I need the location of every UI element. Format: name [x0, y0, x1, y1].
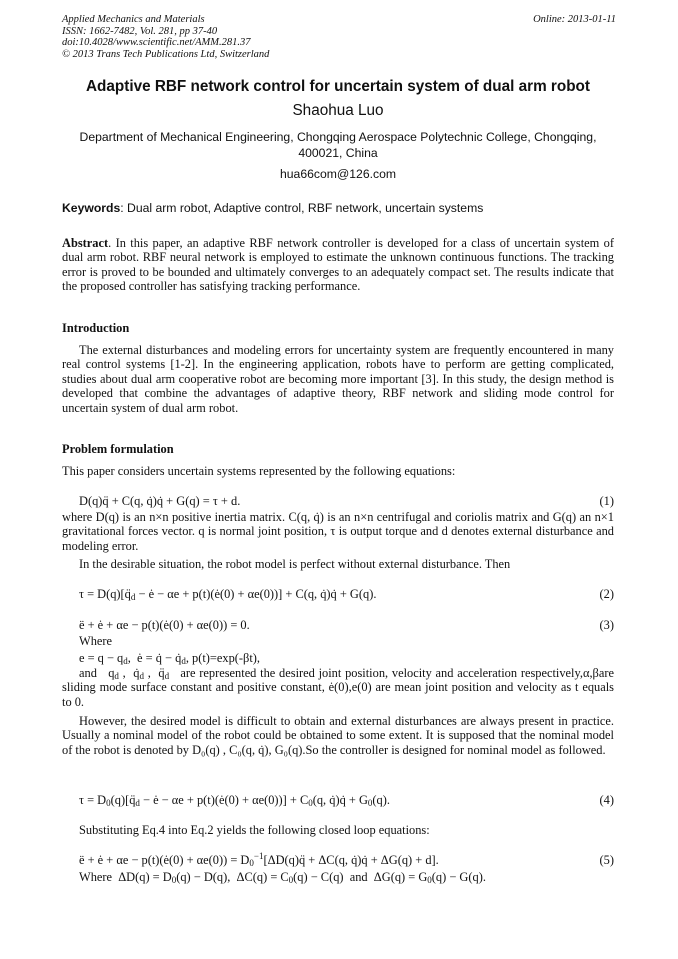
eq1-explanation: where D(q) is an n×n positive inertia matrix. C(q, q̇) is an n×n centrifugal and coriolis matrix and G(q) an n×1 gravitational forces vector. q is normal joint position, τ is output torque and d denotes external disturbance and modeling error.	[62, 510, 614, 553]
abstract-label: Abstract	[62, 236, 109, 250]
author-name: Shaohua Luo	[292, 102, 384, 119]
keywords-label: Keywords	[62, 201, 121, 215]
equation-3-number: (3)	[599, 618, 614, 632]
equation-2-number: (2)	[599, 587, 614, 601]
equation-4	[62, 793, 614, 808]
problem-intro: This paper considers uncertain systems represented by the following equations:	[62, 464, 456, 478]
online-date: Online: 2013-01-11	[533, 14, 616, 25]
represented-text: are represented the desired joint position, velocity and acceleration respectively,α,βare sliding mode surface constant and positive constant, ė(0),e(0) are mean joint position and velocity as t equals to 0.	[62, 666, 614, 709]
however-text: However, the desired model is difficult to obtain and external disturbances are always present in practice. Usually a nominal model of the robot could be obtained to some extent. It is supposed that the nominal model of the robot is denoted by D₀(q) , C₀(q, q̇), G₀(q).So the controller is designed for nominal model as followed.	[62, 714, 614, 757]
paper-title: Adaptive RBF network control for uncertain system of dual arm robot	[85, 78, 590, 95]
equation-2-formula: $\tau = D(q)[q̈_d$ − ė − αe + p(t)(ė(0) + αe(0))] + C(q, q̇)q̇ + G(q).	[79, 587, 377, 602]
where2-label: Where	[79, 870, 113, 884]
equation-5-formula: ë + ė + αe − p(t)(ė(0) + $\alpha e(0)) = D_0^{-1}[\Delta D(q)q̈ + \Delta C(q$, q̇)q̇ + ΔG(q) + d].	[79, 850, 439, 868]
keywords-text: : Dual arm robot, Adaptive control, RBF network, uncertain systems	[120, 201, 484, 215]
problem-heading: Problem formulation	[62, 442, 174, 456]
issn-line: ISSN: 1662-7482, Vol. 281, pp 37-40	[62, 25, 218, 37]
where-label: Where	[79, 634, 113, 648]
doi-line[interactable]: doi:10.4028/www.scientific.net/AMM.281.37	[62, 37, 251, 48]
introduction-heading: Introduction	[62, 321, 130, 335]
journal-name: Applied Mechanics and Materials	[62, 14, 205, 25]
and-word: and	[79, 666, 97, 680]
journal-header	[62, 14, 269, 60]
equation-1-number: (1)	[599, 494, 614, 508]
error-definitions-tail: , p(t)=exp(-βt),	[185, 651, 261, 665]
error-definitions: $e = q - q_d$, ė = q̇ − $q̇_d$, p(t)=exp(-βt),	[79, 651, 261, 666]
equation-3	[62, 618, 614, 633]
equation-5	[62, 850, 614, 868]
introduction-text: The external disturbances and modeling errors for uncertainty system are frequently encountered in many real control systems [1-2]. In the engineering application, robots have to perform are getting complicated, studies about dual arm cooperative robot are becoming more important [3]. In this study, the design method is developed that combine the advantages of adaptive theory, RBF network and sliding mode control for uncertain system of dual arm robot.	[62, 343, 614, 415]
author-email[interactable]: hua66com@126.com	[279, 167, 397, 181]
copyright-line: © 2013 Trans Tech Publications Ltd, Switzerland	[62, 48, 270, 60]
desired-terms-text: and $q_d$ , $q̇_d$ , $q̈_d$ are represented the desired joint position, velocity and acceleration respectively,α,βare sliding mode surface constant and positive constant, ė(0),e(0) are mean joint position and velocity as t equals to 0.	[62, 666, 614, 709]
keywords	[62, 201, 483, 215]
equation-2	[62, 587, 614, 602]
equation-1	[62, 494, 614, 509]
delta-definitions: Where $\Delta D(q) = D_0(q) - D(q)$, $\Delta C(q) = C_0(q) - C(q)$ and $\Delta G(q) = G_0(q) - G(q)$.	[79, 870, 486, 885]
equation-1-formula: D(q)q̈ + C(q, q̇)q̇ + G(q) = τ + d.	[79, 494, 241, 508]
abstract	[62, 236, 614, 294]
equation-4-formula: $\tau = D_0(q)[q̈_d$ − ė − αe + p(t)(ė(0) + $\alpha e(0))] + C_0(q$, q̇)q̇ + $G_0(q)$.	[79, 793, 390, 808]
desirable-text: In the desirable situation, the robot model is perfect without external disturbance. Then	[79, 557, 511, 571]
equation-5-number: (5)	[599, 853, 614, 867]
equation-3-formula: ë + ė + αe − p(t)(ė(0) + αe(0)) = 0.	[79, 618, 250, 632]
equation-4-number: (4)	[599, 793, 614, 807]
abstract-text: . In this paper, an adaptive RBF network controller is developed for a class of uncertain system of dual arm robot. RBF neural network is employed to estimate the unknown continuous functions. The tracking error is proved to be bounded and ultimately converges to an adequately compact set. The results indicate that the proposed controller has satisfying tracking performance.	[62, 236, 614, 294]
substituting-text: Substituting Eq.4 into Eq.2 yields the following closed loop equations:	[79, 823, 430, 837]
affiliation: Department of Mechanical Engineering, Chongqing Aerospace Polytechnic College, Chongqing, 400021, China	[79, 130, 597, 160]
